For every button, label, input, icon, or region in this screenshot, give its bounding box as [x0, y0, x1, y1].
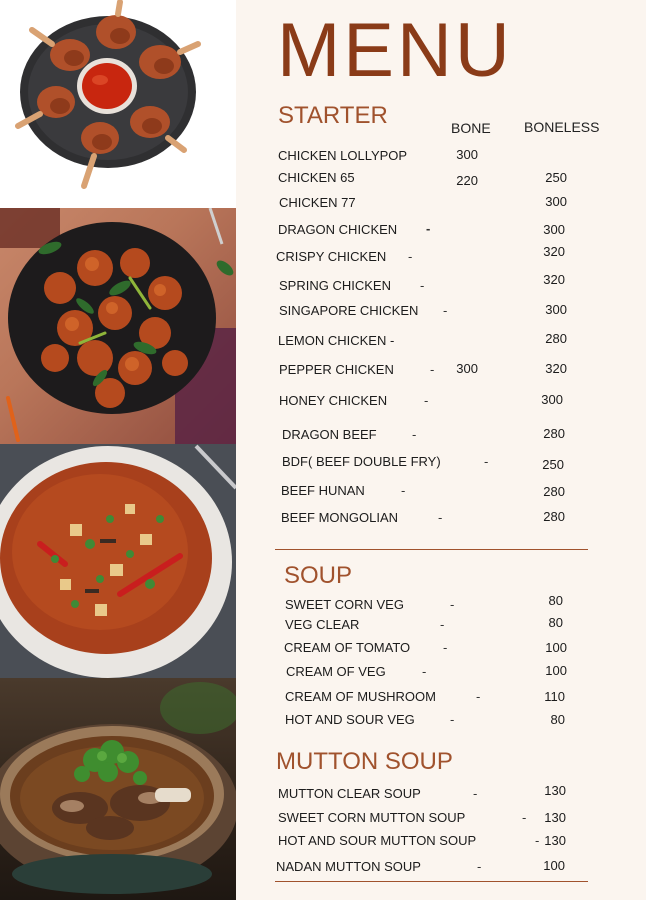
starter-item-boneless-price: 320	[545, 361, 567, 376]
mutton-soup-item-dash: -	[477, 859, 482, 874]
starter-item-boneless-price: 300	[545, 194, 567, 209]
soup-item-price: 110	[544, 689, 565, 704]
soup-item-dash: -	[450, 712, 455, 727]
starter-item-dash: -	[426, 221, 431, 236]
starter-item-dash: -	[430, 362, 435, 377]
boneless-column-header: BONELESS	[524, 119, 600, 135]
starter-item-boneless-price: 250	[545, 170, 567, 185]
starter-item-boneless-price: 300	[545, 302, 567, 317]
soup-item-price: 80	[550, 712, 565, 727]
mutton-soup-photo	[0, 678, 236, 900]
soup-item-name: CREAM OF MUSHROOM	[285, 689, 436, 704]
starter-item-name: HONEY CHICKEN	[279, 393, 388, 408]
starter-item-boneless-price: 300	[543, 222, 565, 237]
soup-item-price: 80	[548, 615, 563, 630]
hot-and-sour-soup-photo	[0, 444, 236, 678]
starter-item-dash: -	[484, 454, 489, 469]
mutton-soup-item-price: 100	[543, 858, 565, 873]
starter-item-dash: -	[401, 483, 406, 498]
starter-item-bone-price: 300	[456, 361, 478, 376]
starter-item-boneless-price: 250	[542, 457, 564, 472]
soup-item-price: 100	[545, 640, 567, 655]
mutton-soup-item-dash: -	[522, 810, 527, 825]
starter-item-boneless-price: 320	[543, 244, 565, 259]
starter-item-name: BDF( BEEF DOUBLE FRY)	[282, 454, 441, 469]
chilli-chicken-photo	[0, 208, 236, 444]
starter-item-bone-price: 220	[456, 173, 478, 188]
mutton-soup-item-name: HOT AND SOUR MUTTON SOUP	[278, 833, 477, 848]
starter-item-name: CHICKEN 65	[278, 170, 355, 185]
starter-item-dash: -	[420, 278, 425, 293]
soup-item-name: CREAM OF TOMATO	[284, 640, 411, 655]
starter-item-dash: -	[443, 303, 448, 318]
starter-heading: STARTER	[278, 102, 388, 129]
soup-item-name: VEG CLEAR	[285, 617, 360, 632]
soup-item-dash: -	[440, 617, 445, 632]
soup-item-name: HOT AND SOUR VEG	[285, 712, 415, 727]
soup-item-price: 100	[545, 663, 567, 678]
mutton-soup-item-dash: -	[473, 786, 478, 801]
soup-item-price: 80	[548, 593, 563, 608]
starter-item-name: DRAGON BEEF	[282, 427, 377, 442]
starter-item-dash: -	[408, 249, 413, 264]
section-divider	[275, 881, 588, 882]
starter-item-name: SPRING CHICKEN	[279, 278, 391, 293]
starter-item-boneless-price: 280	[543, 426, 565, 441]
soup-item-name: CREAM OF VEG	[286, 664, 386, 679]
soup-heading: SOUP	[284, 562, 353, 589]
mutton-soup-item-name: NADAN MUTTON SOUP	[276, 859, 421, 874]
soup-item-dash: -	[422, 664, 427, 679]
section-divider	[275, 549, 588, 550]
mutton-soup-item-price: 130	[544, 833, 566, 848]
starter-item-dash: -	[412, 427, 417, 442]
soup-item-dash: -	[476, 689, 481, 704]
mutton-soup-heading: MUTTON SOUP	[276, 748, 453, 775]
starter-item-boneless-price: 280	[545, 331, 567, 346]
photo-column	[0, 0, 236, 900]
soup-item-name: SWEET CORN VEG	[285, 597, 404, 612]
mutton-soup-item-name: MUTTON CLEAR SOUP	[278, 786, 421, 801]
mutton-soup-item-price: 130	[544, 783, 566, 798]
starter-item-name: CHICKEN LOLLYPOP	[278, 148, 408, 163]
soup-item-dash: -	[450, 597, 455, 612]
starter-item-dash: -	[424, 393, 429, 408]
starter-item-name: CHICKEN 77	[279, 195, 356, 210]
starter-item-name: SINGAPORE CHICKEN	[279, 303, 419, 318]
starter-item-boneless-price: 300	[541, 392, 563, 407]
chicken-lollipop-photo	[0, 0, 236, 208]
starter-item-name: BEEF MONGOLIAN	[281, 510, 399, 525]
starter-item-boneless-price: 320	[543, 272, 565, 287]
starter-item-name: BEEF HUNAN	[281, 483, 365, 498]
mutton-soup-item-dash: -	[535, 833, 540, 848]
menu-title: MENU	[277, 8, 513, 93]
mutton-soup-item-price: 130	[544, 810, 566, 825]
starter-item-name: CRISPY CHICKEN	[276, 249, 387, 264]
starter-item-bone-price: 300	[456, 147, 478, 162]
bone-column-header: BONE	[451, 120, 491, 136]
starter-item-dash: -	[438, 510, 443, 525]
starter-item-name: LEMON CHICKEN -	[278, 333, 395, 348]
soup-item-dash: -	[443, 640, 448, 655]
starter-item-name: PEPPER CHICKEN	[279, 362, 394, 377]
starter-item-boneless-price: 280	[543, 509, 565, 524]
starter-item-name: DRAGON CHICKEN	[278, 222, 398, 237]
mutton-soup-item-name: SWEET CORN MUTTON SOUP	[278, 810, 466, 825]
starter-item-boneless-price: 280	[543, 484, 565, 499]
